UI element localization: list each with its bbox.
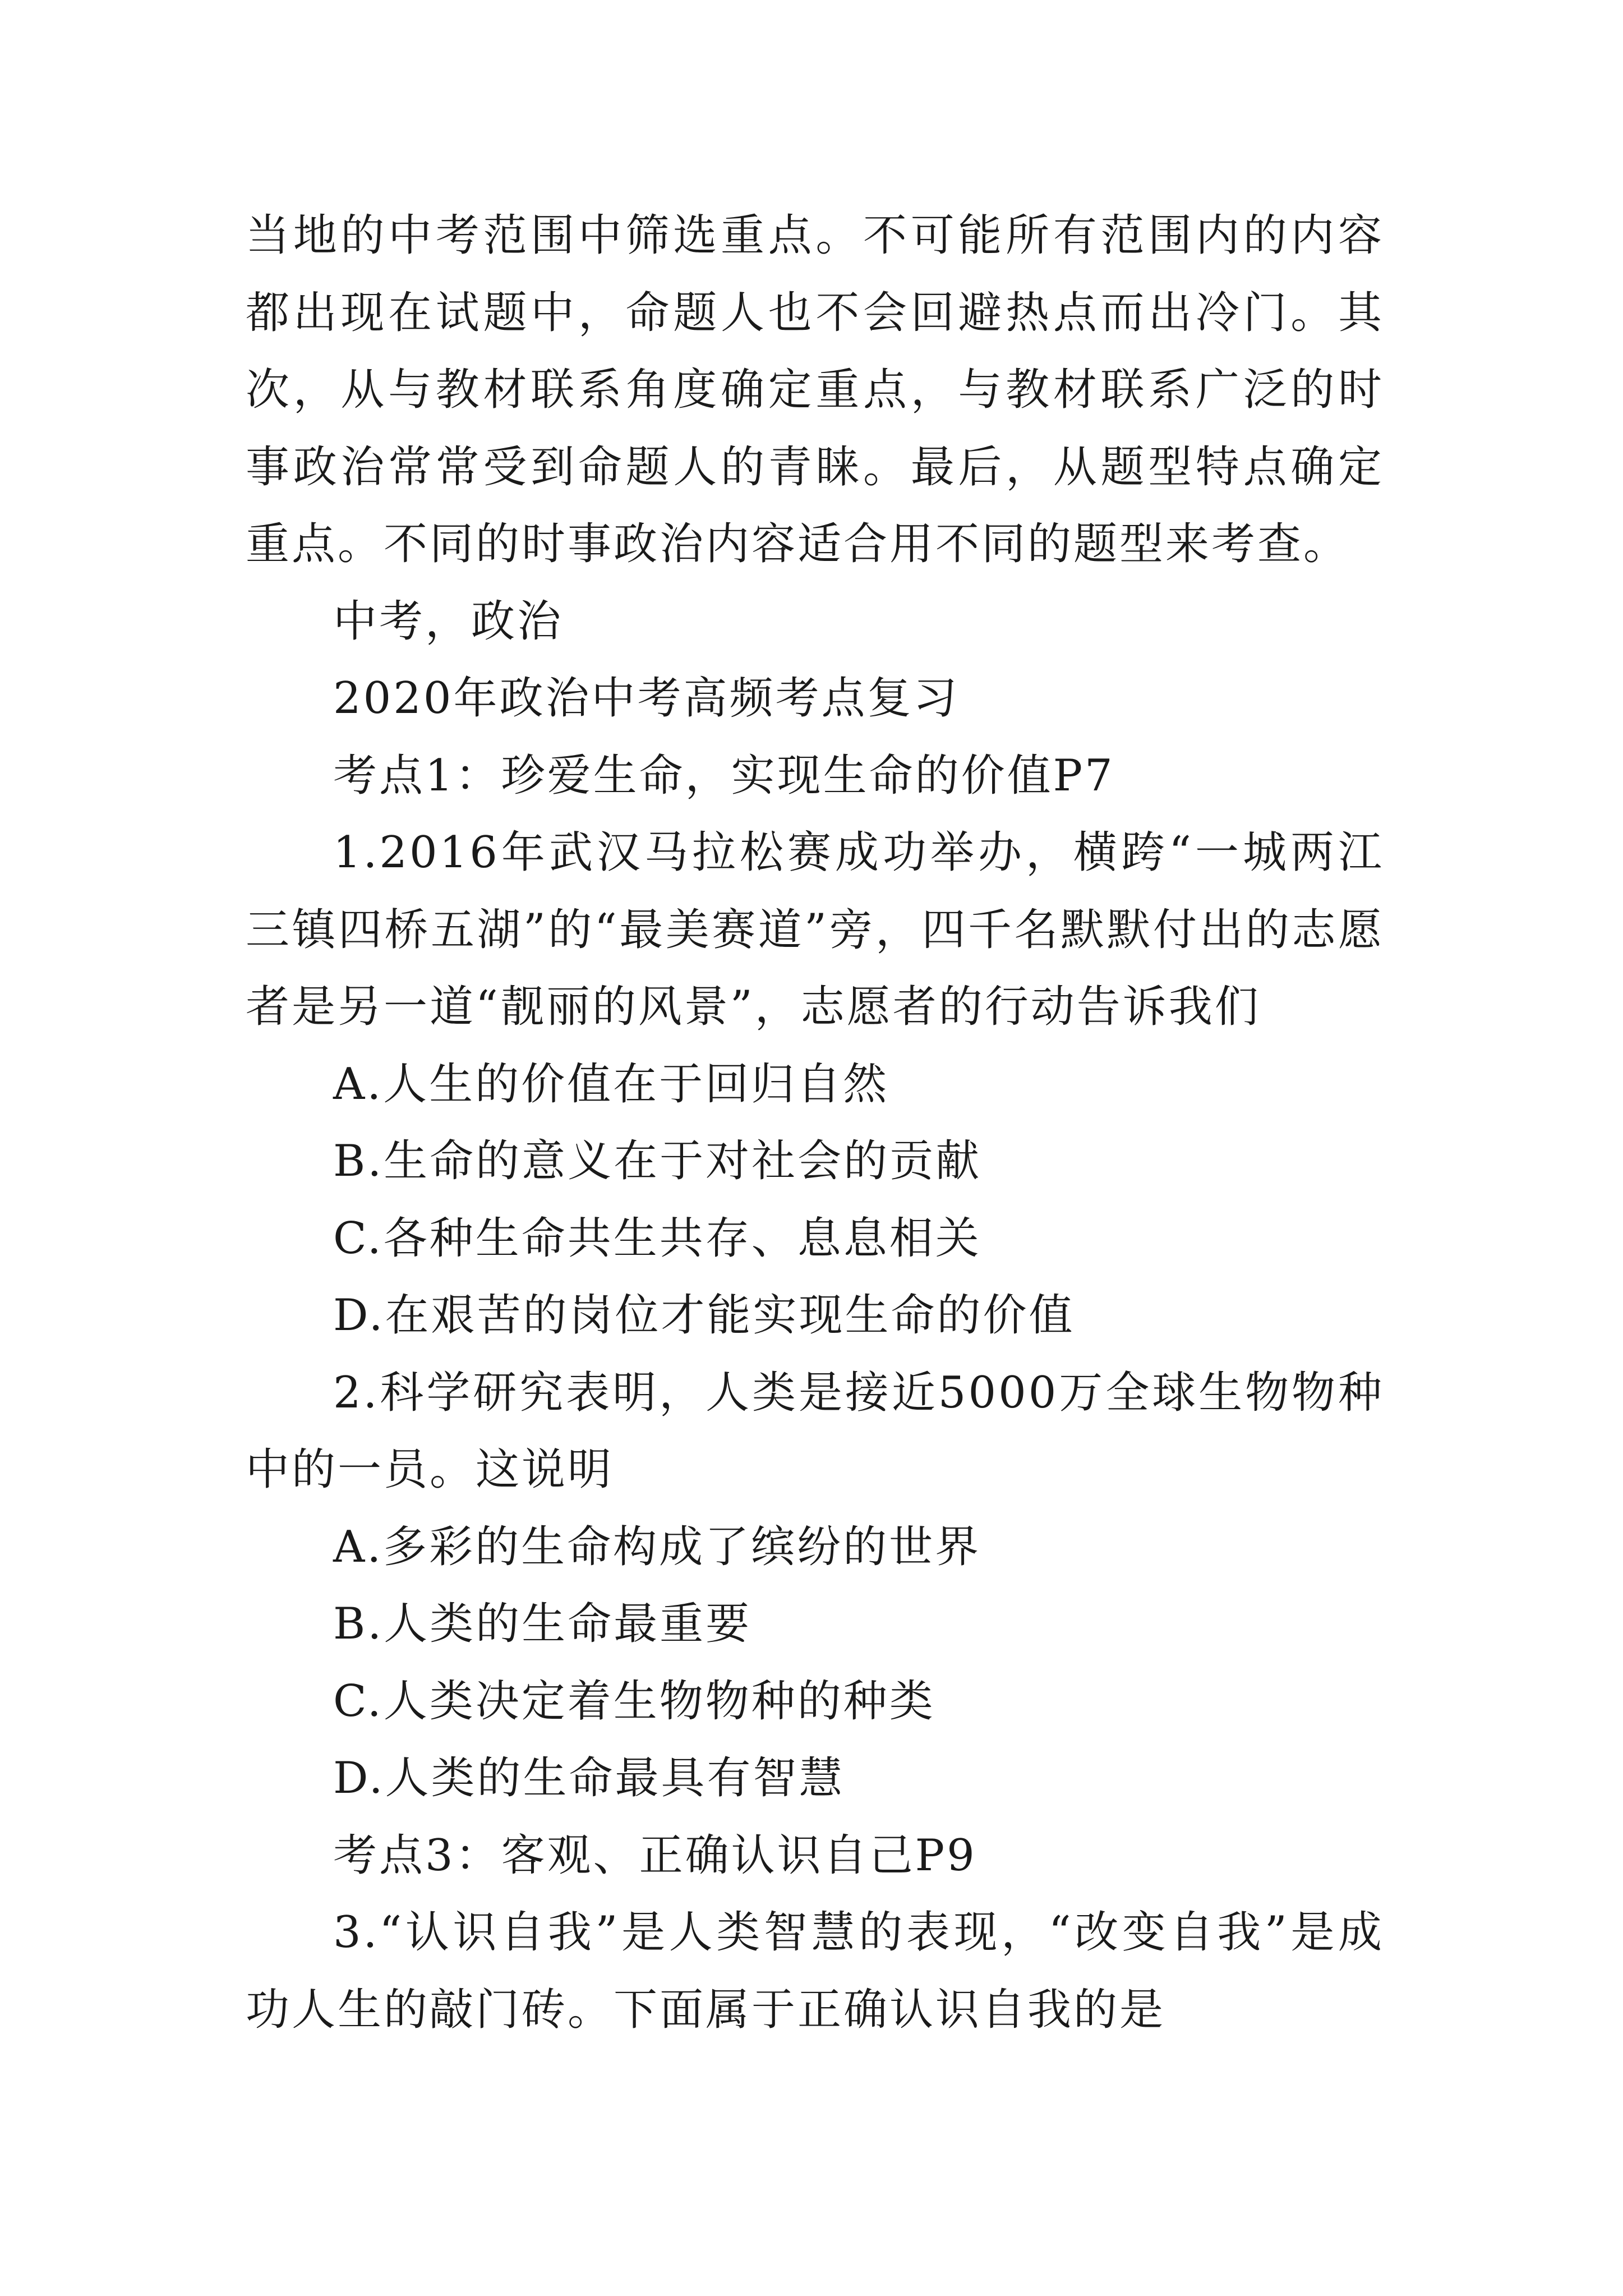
question-2-option-b: B.人类的生命最重要 [333, 1599, 752, 1649]
question-1-option-c: C.各种生命共生共存、息息相关 [333, 1213, 981, 1264]
question-1: 1.2016年武汉马拉松赛成功举办，横跨“一城两江三镇四桥五湖”的“最美赛道”旁，四千名默默付出的志愿者是另一道“靓丽的风景”，志愿者的行动告诉我们 [246, 827, 1384, 1032]
paragraph-topic-1: 考点1：珍爱生命，实现生命的价值P7 [333, 750, 1115, 801]
question-2-option-a: A.多彩的生命构成了缤纷的世界 [333, 1521, 981, 1572]
paragraph-title: 2020年政治中考高频考点复习 [333, 673, 960, 724]
question-3: 3.“认识自我”是人类智慧的表现，“改变自我”是成功人生的敲门砖。下面属于正确认识自我的是 [246, 1907, 1384, 2035]
question-2: 2.科学研究表明，人类是接近5000万全球生物物种中的一员。这说明 [246, 1367, 1384, 1495]
question-2-option-c: C.人类决定着生物物种的种类 [333, 1676, 935, 1727]
question-2-option-d: D.人类的生命最具有智慧 [333, 1753, 845, 1803]
paragraph-keywords: 中考，政治 [333, 596, 564, 647]
question-1-option-d: D.在艰苦的岗位才能实现生命的价值 [333, 1290, 1075, 1341]
paragraph-topic-3: 考点3：客观、正确认识自己P9 [333, 1830, 977, 1881]
document-body [246, 197, 1384, 2049]
paragraph-continuation: 当地的中考范围中筛选重点。不可能所有范围内的内容都出现在试题中，命题人也不会回避热点而出冷门。其次，从与教材联系角度确定重点，与教材联系广泛的时事政治常常受到命题人的青睐。最后，从题型特点确定重点。不同的时事政治内容适合用不同的题型来考查。 [246, 210, 1384, 569]
question-1-option-a: A.人生的价值在于回归自然 [333, 1059, 889, 1110]
question-1-option-b: B.生命的意义在于对社会的贡献 [333, 1136, 982, 1186]
